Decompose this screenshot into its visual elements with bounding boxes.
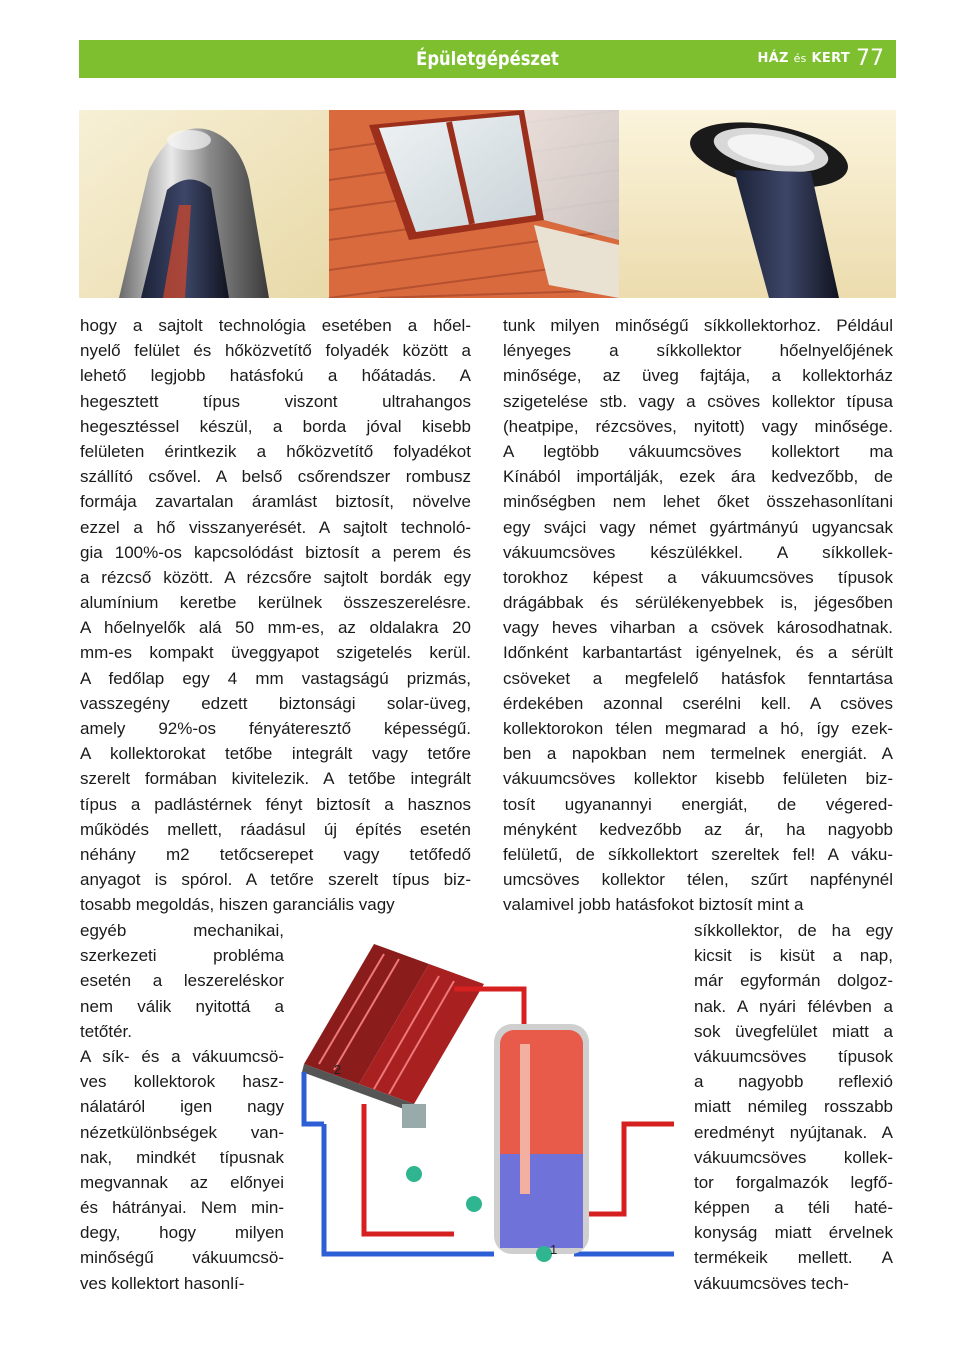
- left-column-line: néhány m2 tetőcserepet vagy tetőfedő: [80, 844, 471, 864]
- left-wrap-line: ves kollektorok hasz-: [80, 1072, 284, 1092]
- storage-tank: [494, 1024, 589, 1254]
- photo-glass-tube: [79, 110, 329, 298]
- right-column-line: tunk milyen minőségű síkkollektorhoz. Például: [503, 316, 893, 335]
- right-column-line: szigetelése stb. vagy a csöves kollektor típusa: [503, 391, 893, 411]
- left-wrap-line: szerkezeti probléma: [80, 946, 284, 966]
- left-wrap-line: megvannak az előnyei: [80, 1172, 284, 1192]
- left-column-line: amely 92%-os fényáteresztő képességű.: [80, 719, 471, 738]
- right-column-line: torokhoz képest a vákuumcsöves típusok: [503, 567, 893, 587]
- left-wrap-line: degy, hogy milyen: [80, 1223, 284, 1243]
- right-wrap-line: már egyformán dolgoz-: [694, 971, 893, 991]
- page-header: [79, 40, 896, 78]
- right-wrap-line: képpen a téli haté-: [694, 1198, 893, 1218]
- right-column-line: lényeges a síkkollektor hőelnyelőjének: [503, 341, 893, 361]
- right-wrap-line: eredményt nyújtanak. A: [694, 1122, 893, 1142]
- right-wrap-line: tor forgalmazók legfő-: [694, 1172, 893, 1192]
- section-title: Épületgépészet: [416, 48, 559, 70]
- left-wrap-line: és hátrányai. Nem min-: [80, 1198, 284, 1218]
- right-column: [503, 313, 893, 918]
- magazine-name-b: KERT: [811, 51, 850, 66]
- solar-system-diagram-svg: [294, 924, 686, 1286]
- left-wrap-line: nem válik nyitottá a: [80, 996, 284, 1016]
- left-column-line: vasszegény edzett biztonsági solar-üveg,: [80, 693, 471, 713]
- right-column-line: ményként kedvezőbb az ár, ha nagyobb: [503, 819, 893, 839]
- right-column-line: csöveket a megfelelő hatásfok fenntartása: [503, 668, 893, 688]
- right-wrap-line: vákuumcsöves típusok: [694, 1046, 893, 1066]
- right-column-line: egy svájci vagy német gyártmányú ugyancsak: [503, 517, 893, 537]
- left-column: [80, 313, 471, 918]
- left-column-line: A kollektorokat tetőbe integrált vagy tetőre: [80, 744, 471, 764]
- solar-system-diagram: [294, 924, 686, 1286]
- left-column-line: nyelő felület és hőközvetítő folyadék között a: [80, 341, 471, 361]
- pump-1: [406, 1166, 422, 1182]
- right-wrap-line: nak. A nyári félévben a: [694, 996, 893, 1016]
- right-column-line: érdekében azonnal cserélni kell. A csöves: [503, 693, 893, 713]
- right-wrap-line: kicsit is kisüt a nap,: [694, 946, 893, 966]
- left-wrap-line: tetőtér.: [80, 1021, 132, 1041]
- left-column-line: A fedőlap egy 4 mm vastagságú prizmás,: [80, 668, 471, 688]
- right-column-line: A legtöbb vákuumcsöves kollektort ma: [503, 441, 893, 461]
- left-column-line: hogy a sajtolt technológia esetében a hőel-: [80, 316, 471, 335]
- left-column-line: működés mellett, ráadásul új építés esetén: [80, 819, 471, 839]
- right-column-line: Kínából importálják, ezek ára kedvezőbb, de: [503, 467, 893, 487]
- left-column-line: anyagot is spórol. A tetőre szerelt típus biz-: [80, 870, 471, 890]
- left-column-line: formája zavartalan áramlást biztosít, növelve: [80, 492, 471, 512]
- left-wrap-line: A sík- és a vákuumcsö-: [80, 1046, 284, 1066]
- right-wrap-line: vákuumcsöves kollek-: [694, 1147, 893, 1167]
- left-column-line: szerelt formában kivitelezik. A tetőbe integrált: [80, 769, 471, 789]
- left-column-line: lehető legjobb hatásfokú a hőátadás. A: [80, 366, 471, 386]
- right-wrap-line: konyság miatt érvelnek: [694, 1223, 893, 1243]
- right-wrap-column: [694, 918, 893, 1296]
- right-column-line: vákuumcsöves készülékkel. A síkkollek-: [503, 542, 893, 562]
- right-column-line: vákuumcsöves kollektor kisebb felületen biz-: [503, 769, 893, 789]
- photo-roof-collector: [329, 110, 619, 298]
- right-wrap-line: sok üvegfelület miatt a: [694, 1021, 893, 1041]
- left-column-line: tosabb megoldás, hiszen garanciális vagy: [80, 895, 395, 915]
- left-wrap-line: nak, mindkét típusnak: [80, 1147, 284, 1167]
- right-column-line: minőségben nem lehet őket összehasonlítani: [503, 492, 893, 512]
- left-column-line: felületen érintkezik a hőközvetítő folyadékot: [80, 441, 471, 461]
- right-column-line: tosít ugyanannyi energiát, de végered-: [503, 794, 893, 814]
- right-column-line: vagy heves viharban a csövek károsodhatnak.: [503, 618, 893, 638]
- magazine-name: [758, 40, 851, 78]
- right-wrap-line: síkkollektor, de ha egy: [694, 921, 893, 940]
- left-column-line: mm-es kompakt üveggyapot szigetelés kerül.: [80, 643, 471, 663]
- right-column-line: kollektorokon télen megmarad a hó, így ezek-: [503, 719, 893, 738]
- right-column-line: drágábbak és sérülékenyebbek is, jégesőben: [503, 593, 893, 613]
- right-wrap-line: miatt némileg rosszabb: [694, 1097, 893, 1117]
- diagram-label-2: 2: [334, 1062, 342, 1077]
- left-wrap-line: ves kollektort hasonlí-: [80, 1273, 245, 1293]
- photo-strip: [79, 110, 896, 298]
- left-column-line: a rézcső között. A rézcsőre sajtolt bordák egy: [80, 567, 471, 587]
- left-wrap-line: egyéb mechanikai,: [80, 921, 284, 940]
- pump-2: [466, 1196, 482, 1212]
- diagram-label-1: 1: [550, 1242, 558, 1257]
- right-column-line: umcsöves kollektor télen, szűrt napfénynél: [503, 870, 893, 890]
- left-column-line: hegesztett típus viszont ultrahangos: [80, 391, 471, 411]
- left-wrap-line: esetén a leszereléskor: [80, 971, 284, 991]
- right-column-line: (heatpipe, rézcsöves, nyitott) vagy minősége.: [503, 416, 893, 436]
- right-column-line: Időnként karbantartást igényelnek, és a sérült: [503, 643, 893, 663]
- left-wrap-column: [80, 918, 284, 1296]
- left-column-line: hegesztéssel készül, a borda jóval kisebb: [80, 416, 471, 436]
- solar-panels: [302, 944, 484, 1112]
- magazine-name-es: és: [793, 52, 807, 65]
- left-wrap-line: minőségű vákuumcsö-: [80, 1248, 284, 1268]
- magazine-name-a: HÁZ: [757, 51, 789, 66]
- page-number: 77: [856, 46, 884, 71]
- right-wrap-line: termékeik mellett. A: [694, 1248, 893, 1268]
- left-column-line: alumínium keretbe kerülnek összeszerelésre.: [80, 593, 471, 613]
- right-column-line: felületű, de síkkollektort szereltek fel! A váku-: [503, 844, 893, 864]
- photo-strip-svg: [79, 110, 896, 298]
- photo-tube-end: [619, 110, 896, 298]
- left-column-line: ezzel a hő visszanyerését. A sajtolt technoló-: [80, 517, 471, 537]
- left-wrap-line: nálatáról igen nagy: [80, 1097, 284, 1117]
- control-box: [402, 1104, 426, 1128]
- left-column-line: gia 100%-os kapcsolódást biztosít a perem és: [80, 542, 471, 562]
- left-wrap-line: nézetkülönbségek van-: [80, 1122, 284, 1142]
- left-column-line: A hőelnyelők alá 50 mm-es, az oldalakra 20: [80, 618, 471, 638]
- right-column-line: ben a napokban nem termelnek energiát. A: [503, 744, 893, 764]
- left-column-line: típus a padlástérnek fényt biztosít a hasznos: [80, 794, 471, 814]
- right-column-line: valamivel jobb hatásfokot biztosít mint a: [503, 895, 804, 915]
- right-column-line: minősége, az üveg fajtája, a kollektorház: [503, 366, 893, 386]
- right-wrap-line: a nagyobb reflexió: [694, 1072, 893, 1092]
- left-column-line: szállító csővel. A belső csőrendszer rombusz: [80, 467, 471, 487]
- right-wrap-line: vákuumcsöves tech-: [694, 1273, 849, 1293]
